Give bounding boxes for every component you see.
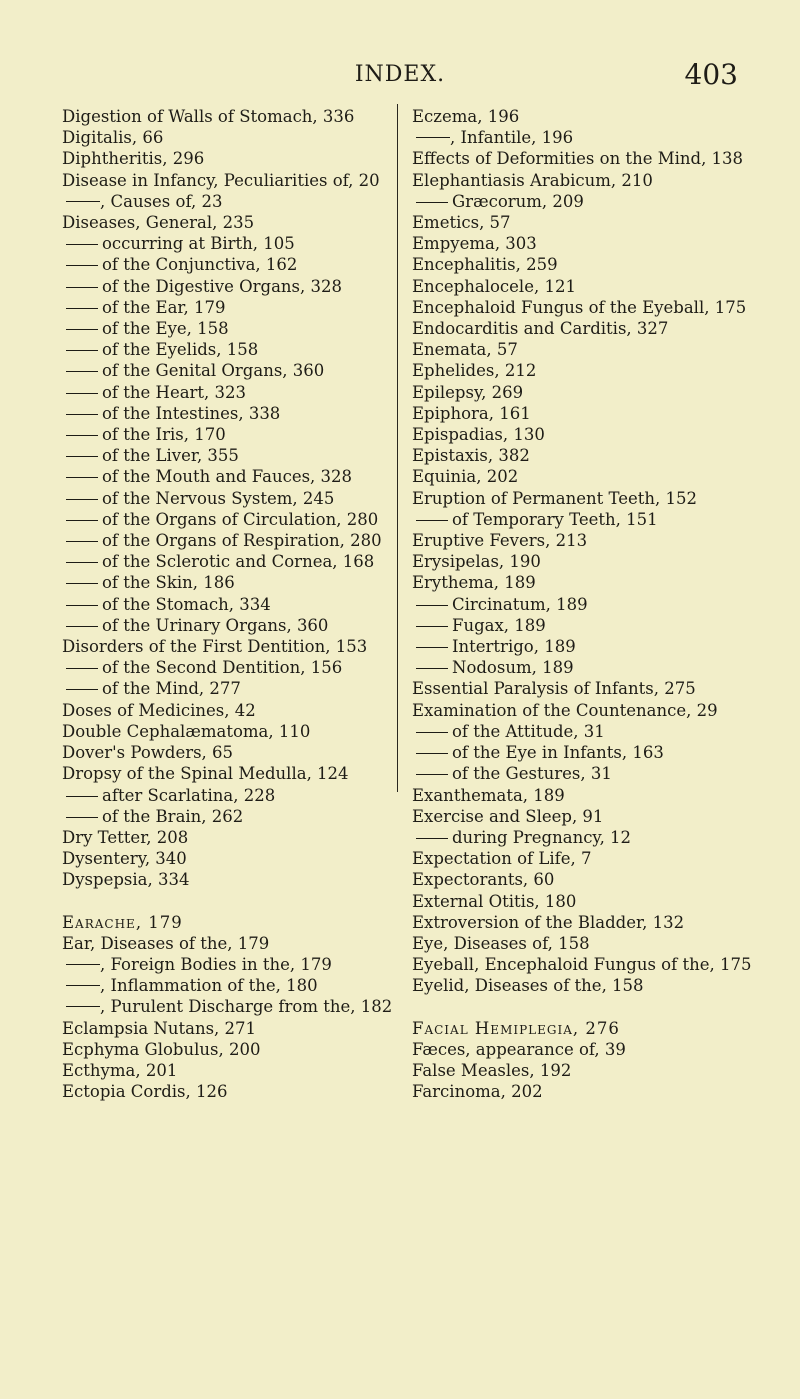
index-subentry-text: , Causes of, 23 (100, 191, 223, 211)
index-subentry (412, 127, 742, 148)
index-entry: Empyema, 303 (412, 234, 537, 254)
index-entry: Encephalocele, 121 (412, 276, 576, 296)
index-entry: Ecthyma, 201 (62, 1060, 178, 1080)
index-subentry: of the Stomach, 334 (62, 594, 392, 615)
index-entry: Epilepsy, 269 (412, 382, 524, 402)
index-entry: Eruption of Permanent Teeth, 152 (412, 488, 698, 508)
column-divider (397, 104, 398, 792)
index-subentry: Græcorum, 209 (412, 191, 742, 212)
index-subentry: of the Gestures, 31 (412, 763, 742, 784)
index-subentry: of the Eyelids, 158 (62, 339, 392, 360)
index-subentry: Fugax, 189 (412, 615, 742, 636)
index-entry: Equinia, 202 (412, 467, 519, 487)
index-entry: Ectopia Cordis, 126 (62, 1082, 228, 1102)
index-entry: Ecphyma Globulus, 200 (62, 1039, 261, 1059)
index-subentry: occurring at Birth, 105 (62, 233, 392, 254)
index-entry: Eyelid, Diseases of the, 158 (412, 976, 644, 996)
index-entry: Encephalitis, 259 (412, 255, 558, 275)
index-subentry: of the Skin, 186 (62, 572, 392, 593)
index-entry: Digitalis, 66 (62, 128, 164, 148)
index-entry: Digestion of Walls of Stomach, 336 (62, 107, 355, 126)
index-subentry (62, 954, 392, 975)
index-entry: Dropsy of the Spinal Medulla, 124 (62, 764, 349, 784)
index-subentry-text: , Foreign Bodies in the, 179 (100, 954, 332, 974)
ditto-dash (66, 1006, 100, 1007)
index-entry: Ephelides, 212 (412, 361, 537, 381)
index-entry: False Measles, 192 (412, 1060, 572, 1080)
index-subentry: of the Mouth and Fauces, 328 (62, 466, 392, 487)
index-entry: Diphtheritis, 296 (62, 149, 205, 169)
index-entry: Eczema, 196 (412, 107, 520, 126)
index-entry: Diseases, General, 235 (62, 213, 255, 233)
index-subentry: of the Organs of Circulation, 280 (62, 509, 392, 530)
index-entry: Eclampsia Nutans, 271 (62, 1018, 257, 1038)
index-entry: Emetics, 57 (412, 213, 511, 233)
index-entry: Epispadias, 130 (412, 425, 545, 445)
index-subentry: of the Attitude, 31 (412, 721, 742, 742)
index-entry: Examination of the Countenance, 29 (412, 700, 718, 720)
index-subentry-text: , Purulent Discharge from the, 182 (100, 997, 393, 1017)
index-entry: Epiphora, 161 (412, 403, 531, 423)
index-subentry: of the Ear, 179 (62, 297, 392, 318)
index-entry: Eyeball, Encephaloid Fungus of the, 175 (412, 955, 752, 975)
index-entry: Expectation of Life, 7 (412, 849, 592, 869)
index-entry: Dry Tetter, 208 (62, 827, 189, 847)
ditto-dash (66, 964, 100, 965)
index-subentry-text: , Inflammation of the, 180 (100, 976, 318, 996)
index-entry: Dyspepsia, 334 (62, 870, 190, 890)
index-subentry: of the Urinary Organs, 360 (62, 615, 392, 636)
index-subentry-text: , Infantile, 196 (450, 128, 574, 148)
index-subentry: of the Genital Organs, 360 (62, 360, 392, 381)
index-entry: Elephantiasis Arabicum, 210 (412, 170, 653, 190)
index-subentry: of the Organs of Respiration, 280 (62, 530, 392, 551)
index-entry: Erysipelas, 190 (412, 552, 541, 572)
index-subentry (62, 975, 392, 996)
index-subentry: of the Second Dentition, 156 (62, 657, 392, 678)
index-entry: Facial Hemiplegia, 276 (412, 1018, 620, 1038)
index-column-right (412, 106, 752, 1102)
index-subentry: of the Mind, 277 (62, 678, 392, 699)
ditto-dash (416, 137, 450, 138)
index-entry: Expectorants, 60 (412, 870, 555, 890)
index-entry: Extroversion of the Bladder, 132 (412, 912, 685, 932)
index-entry: Essential Paralysis of Infants, 275 (412, 679, 696, 699)
ditto-dash (66, 201, 100, 202)
index-entry: Dover's Powders, 65 (62, 743, 234, 763)
index-subentry: of the Heart, 323 (62, 382, 392, 403)
index-entry: Ear, Diseases of the, 179 (62, 933, 270, 953)
index-entry: Enemata, 57 (412, 340, 518, 360)
index-subentry: of the Liver, 355 (62, 445, 392, 466)
index-subentry: of the Sclerotic and Cornea, 168 (62, 551, 392, 572)
index-subentry: Nodosum, 189 (412, 657, 742, 678)
index-subentry: of the Eye, 158 (62, 318, 392, 339)
page-number: 403 (684, 58, 738, 91)
index-subentry: of the Digestive Organs, 328 (62, 276, 392, 297)
index-entry: Dysentery, 340 (62, 849, 187, 869)
index-entry: Eruptive Fevers, 213 (412, 531, 588, 551)
index-entry: Effects of Deformities on the Mind, 138 (412, 149, 744, 169)
index-subentry: of the Brain, 262 (62, 806, 392, 827)
index-subentry: Circinatum, 189 (412, 594, 742, 615)
index-entry: Fæces, appearance of, 39 (412, 1039, 626, 1059)
index-subentry: Intertrigo, 189 (412, 636, 742, 657)
index-entry: Double Cephalæmatoma, 110 (62, 721, 311, 741)
index-subentry: of the Conjunctiva, 162 (62, 254, 392, 275)
index-entry: Exanthemata, 189 (412, 785, 565, 805)
index-entry: Disease in Infancy, Peculiarities of, 20 (62, 170, 380, 190)
ditto-dash (66, 985, 100, 986)
index-subentry: of the Eye in Infants, 163 (412, 742, 742, 763)
index-subentry (62, 996, 392, 1017)
index-subentry: of the Nervous System, 245 (62, 488, 392, 509)
letter-section-gap (412, 997, 742, 1018)
index-entry: Endocarditis and Carditis, 327 (412, 319, 669, 339)
index-entry: Encephaloid Fungus of the Eyeball, 175 (412, 297, 747, 317)
index-subentry: during Pregnancy, 12 (412, 827, 742, 848)
index-entry: Erythema, 189 (412, 573, 536, 593)
index-entry: Epistaxis, 382 (412, 446, 530, 466)
index-entry: Doses of Medicines, 42 (62, 700, 256, 720)
index-subentry: of the Intestines, 338 (62, 403, 392, 424)
index-entry: Farcinoma, 202 (412, 1082, 543, 1102)
running-header-title: INDEX. (354, 62, 446, 87)
index-column-left (62, 106, 392, 1102)
index-entry: Eye, Diseases of, 158 (412, 933, 590, 953)
index-subentry: of the Iris, 170 (62, 424, 392, 445)
index-subentry (62, 191, 392, 212)
index-entry: Exercise and Sleep, 91 (412, 806, 604, 826)
index-entry: Earache, 179 (62, 912, 183, 932)
index-subentry: after Scarlatina, 228 (62, 785, 392, 806)
letter-section-gap (62, 891, 392, 912)
index-entry: Disorders of the First Dentition, 153 (62, 637, 368, 657)
index-subentry: of Temporary Teeth, 151 (412, 509, 742, 530)
index-entry: External Otitis, 180 (412, 891, 577, 911)
